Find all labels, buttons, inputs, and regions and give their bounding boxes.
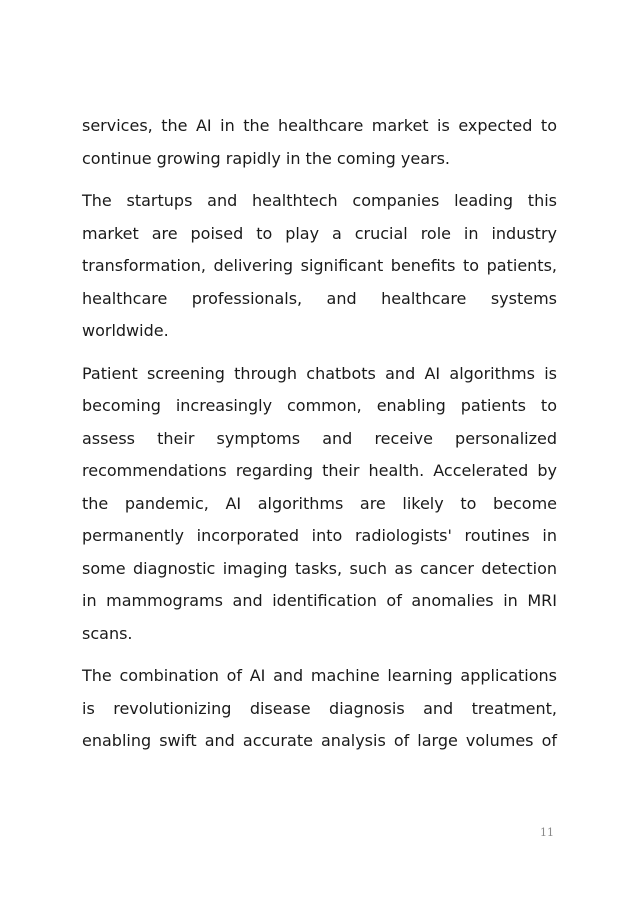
text-line: assess their symptoms and receive personalized bbox=[82, 428, 557, 448]
text-line: continue growing rapidly in the coming years. bbox=[82, 148, 451, 168]
text-line: is revolutionizing disease diagnosis and treatment, bbox=[82, 698, 557, 718]
paragraph-1 bbox=[82, 110, 557, 175]
text-line: market are poised to play a crucial role in industry bbox=[82, 223, 557, 243]
text-line: transformation, delivering significant benefits to patients, bbox=[82, 256, 557, 275]
text-line: permanently incorporated into radiologists' routines in bbox=[82, 526, 557, 545]
text-line: enabling swift and accurate analysis of large volumes of bbox=[82, 731, 557, 750]
body-text bbox=[82, 110, 557, 768]
text-line: the pandemic, AI algorithms are likely to become bbox=[82, 493, 557, 513]
text-line: healthcare professionals, and healthcare systems bbox=[82, 288, 557, 308]
text-line: Patient screening through chatbots and AI algorithms is bbox=[82, 363, 557, 383]
text-line: The combination of AI and machine learning applications bbox=[82, 666, 557, 685]
text-line: The startups and healthtech companies leading this bbox=[82, 191, 557, 210]
text-line: scans. bbox=[82, 623, 133, 643]
paragraph-2 bbox=[82, 185, 557, 348]
text-line: services, the AI in the healthcare market is expected to bbox=[82, 116, 557, 135]
text-line: worldwide. bbox=[82, 321, 169, 340]
page-number: 11 bbox=[540, 826, 554, 839]
text-line: becoming increasingly common, enabling patients to bbox=[82, 396, 557, 415]
text-line: recommendations regarding their health. Accelerated by bbox=[82, 461, 557, 480]
paragraph-3 bbox=[82, 358, 557, 651]
text-line: in mammograms and identification of anomalies in MRI bbox=[82, 591, 557, 610]
text-line: some diagnostic imaging tasks, such as cancer detection bbox=[82, 558, 557, 578]
paragraph-4 bbox=[82, 660, 557, 758]
